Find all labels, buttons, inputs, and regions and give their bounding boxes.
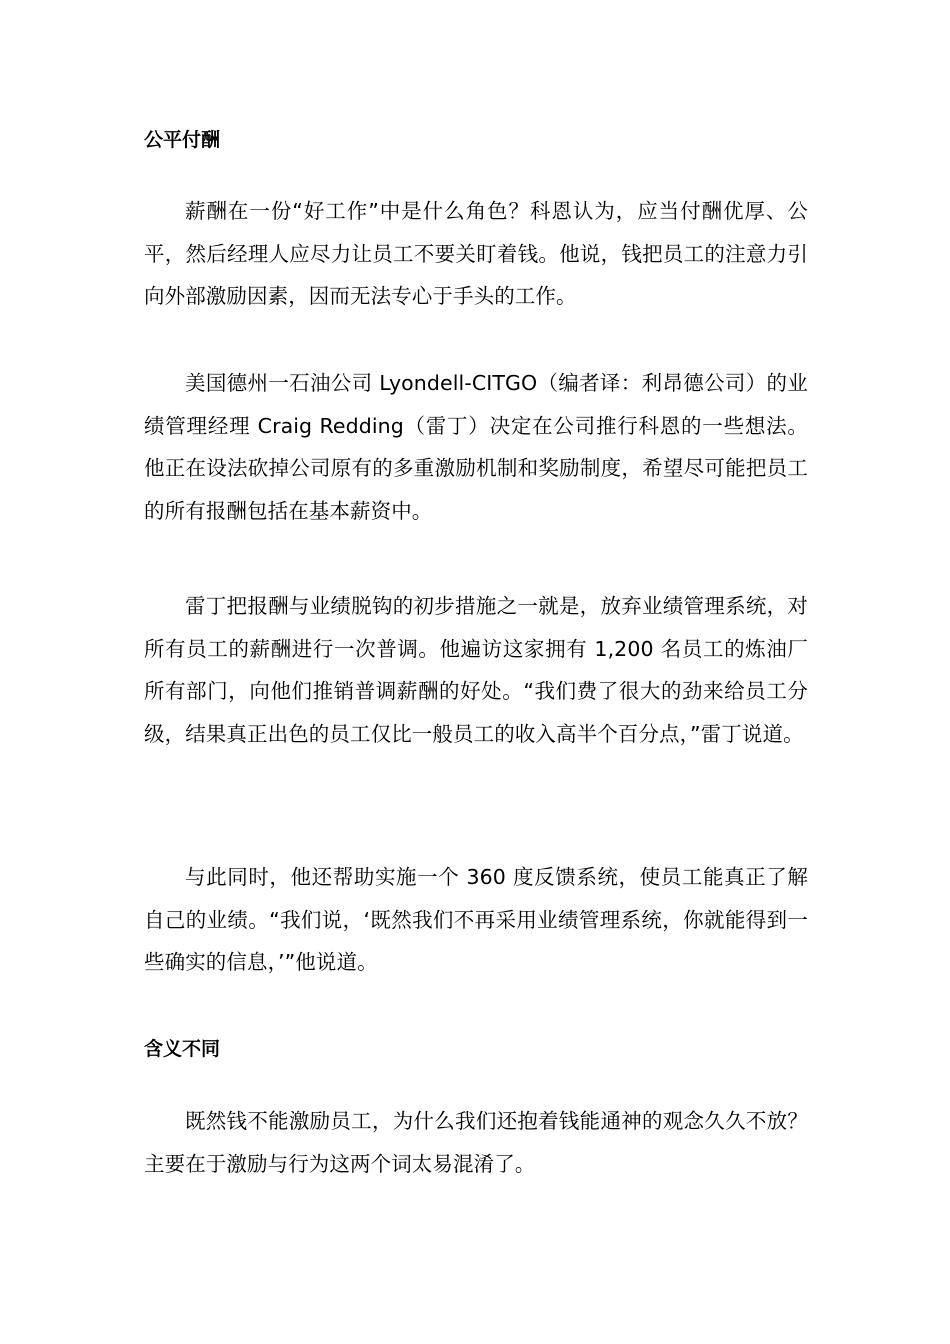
body-paragraph: 美国德州一石油公司 Lyondell-CITGO（编者译：利昂德公司）的业绩管理经理 Craig Redding（雷丁）决定在公司推行科恩的一些想法。他正在设法砍掉公司原有的多重激励机制和奖励制度，希望尽可能把员工的所有报酬包括在基本薪资中。 [144, 371, 808, 523]
section-heading-fair-pay: 公平付酬 [144, 129, 221, 151]
section-heading-different-meaning: 含义不同 [144, 1038, 221, 1060]
body-paragraph: 薪酬在一份“好工作”中是什么角色？科恩认为，应当付酬优厚、公平，然后经理人应尽力让员工不要关盯着钱。他说，钱把员工的注意力引向外部激励因素，因而无法专心于手头的工作。 [144, 199, 808, 308]
body-paragraph: 既然钱不能激励员工，为什么我们还抱着钱能通神的观念久久不放？主要在于激励与行为这两个词太易混淆了。 [144, 1109, 808, 1176]
body-paragraph: 与此同时，他还帮助实施一个 360 度反馈系统，使员工能真正了解自己的业绩。“我们说，‘既然我们不再采用业绩管理系统，你就能得到一些确实的信息，’”他说道。 [144, 865, 808, 974]
body-paragraph: 雷丁把报酬与业绩脱钩的初步措施之一就是，放弃业绩管理系统，对所有员工的薪酬进行一次普调。他遍访这家拥有 1,200 名员工的炼油厂所有部门，向他们推销普调薪酬的好处。“我们费了很大的劲来给员工分级，结果真正出色的员工仅比一般员工的收入高半个百分点，”雷丁说道。 [144, 594, 808, 746]
